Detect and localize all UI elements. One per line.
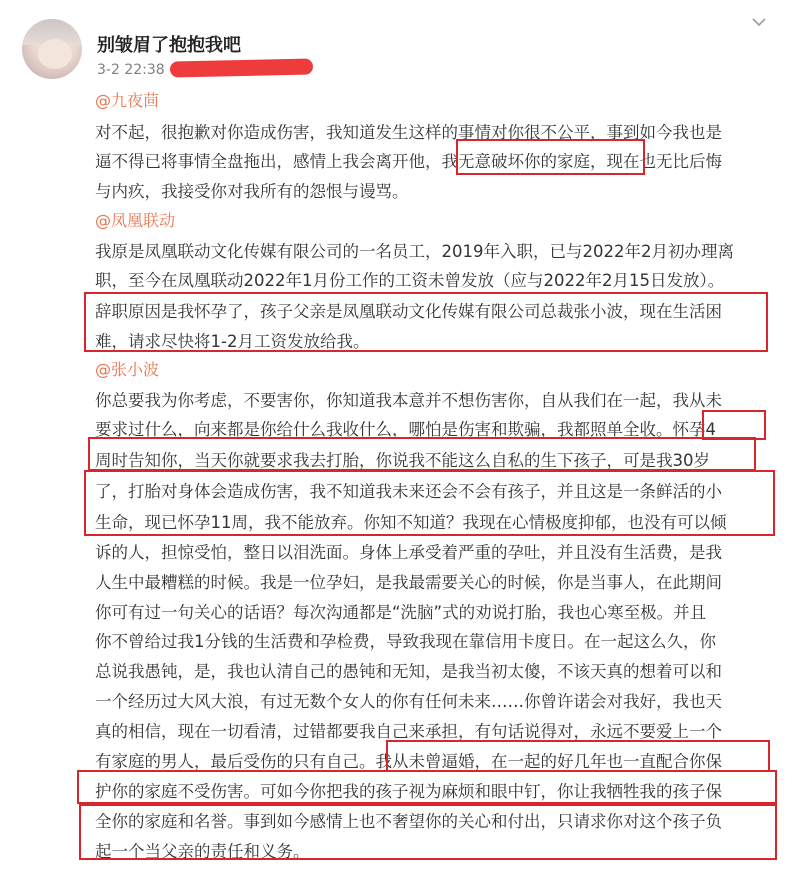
mention-zhangxiaobo[interactable]: @张小波 xyxy=(95,360,160,379)
post-timestamp: 3-2 22:38 xyxy=(97,62,165,78)
text-line: 你不曾给过我1分钱的生活费和孕检费，导致我现在靠信用卡度日。在一起这么久，你 xyxy=(95,632,716,651)
text-line: 与内疚，我接受你对我所有的怨恨与谩骂。 xyxy=(95,182,409,201)
highlight-box xyxy=(84,470,775,536)
avatar[interactable] xyxy=(22,19,82,79)
text-line: 真的相信，现在一切看清，过错都要我自己来承担，有句话说得对，永远不要爱上一个 xyxy=(95,722,722,741)
text-line: 周时告知你，当天你就要求我去打胎，你说我不能这么自私的生下孩子，可是我30岁 xyxy=(95,451,710,470)
highlight-box xyxy=(386,740,770,772)
text-line: 生命，现已怀孕11周，我不能放弃。你知不知道？我现在心情极度抑郁，也没有可以倾 xyxy=(95,513,727,532)
text-line: 难，请求尽快将1-2月工资发放给我。 xyxy=(95,332,370,351)
text-line: 职，至今在凤凰联动2022年1月份工作的工资未曾发放（应与2022年2月15日发放）。 xyxy=(95,271,725,290)
text-line: 要求过什么，向来都是你给什么我收什么，哪怕是伤害和欺骗，我都照单全收。怀孕4 xyxy=(95,420,716,439)
redaction-mark xyxy=(170,59,313,78)
text-line: 对不起，很抱歉对你造成伤害，我知道发生这样的事情对你很不公平，事到如今我也是 xyxy=(95,123,722,142)
chevron-down-icon[interactable] xyxy=(750,14,768,30)
text-line: 人生中最糟糕的时候。我是一位孕妇，是我最需要关心的时候，你是当事人，在此期间 xyxy=(95,573,722,592)
text-line: 一个经历过大风大浪，有过无数个女人的你有任何未来……你曾许诺会对我好，我也天 xyxy=(95,692,722,711)
highlight-box xyxy=(77,770,777,804)
text-line: 全你的家庭和名誉。事到如今感情上也不奢望你的关心和付出，只请求你对这个孩子负 xyxy=(95,812,722,831)
text-line: 护你的家庭不受伤害。可如今你把我的孩子视为麻烦和眼中钉，你让我牺牲我的孩子保 xyxy=(95,782,722,801)
mention-fenghuang[interactable]: @凤凰联动 xyxy=(95,211,176,230)
text-line: 有家庭的男人，最后受伤的只有自己。我从未曾逼婚，在一起的好几年也一直配合你保 xyxy=(95,752,722,771)
text-line: 起一个当父亲的责任和义务。 xyxy=(95,842,310,861)
text-line: 逼不得已将事情全盘拖出，感情上我会离开他，我无意破坏你的家庭，现在也无比后悔 xyxy=(95,152,722,171)
text-line: 你总要我为你考虑，不要害你，你知道我本意并不想伤害你，自从我们在一起，我从未 xyxy=(95,391,722,410)
highlight-box xyxy=(88,437,756,471)
text-line: 了，打胎对身体会造成伤害，我不知道我未来还会不会有孩子，并且这是一条鲜活的小 xyxy=(95,482,722,501)
text-line: 我原是凤凰联动文化传媒有限公司的一名员工，2019年入职，已与2022年2月初办理离 xyxy=(95,242,734,261)
text-line: 总说我愚钝，是，我也认清自己的愚钝和无知，是我当初太傻，不该天真的想着可以和 xyxy=(95,662,722,681)
highlight-box xyxy=(702,410,766,440)
highlight-box xyxy=(84,292,768,352)
text-line: 诉的人，担惊受怕，整日以泪洗面。身体上承受着严重的孕吐，并且没有生活费，是我 xyxy=(95,543,722,562)
username[interactable]: 别皱眉了抱抱我吧 xyxy=(97,35,241,56)
avatar-face xyxy=(38,39,72,69)
highlight-box xyxy=(456,139,645,175)
highlight-box xyxy=(79,804,777,860)
text-line: 辞职原因是我怀孕了，孩子父亲是凤凰联动文化传媒有限公司总裁张小波，现在生活困 xyxy=(95,302,722,321)
text-line: 你可有过一句关心的话语？每次沟通都是“洗脑”式的劝说打胎，我也心寒至极。并且 xyxy=(95,603,707,622)
mention-jiuyehui[interactable]: @九夜茴 xyxy=(95,91,160,110)
